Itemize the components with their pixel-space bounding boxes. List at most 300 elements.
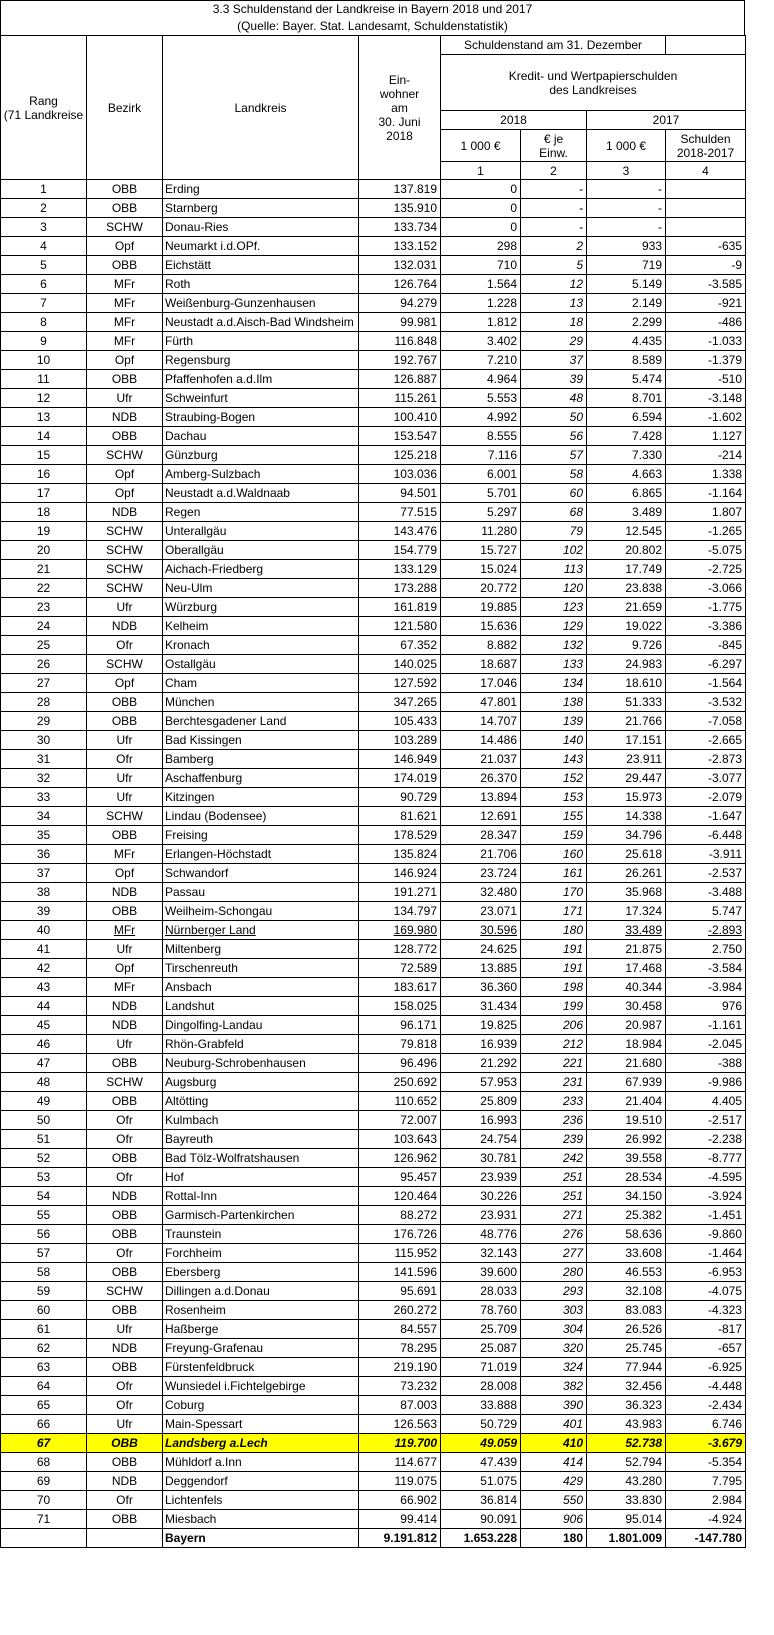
- cell-rank-text: 18: [36, 505, 51, 519]
- cell-landkreis-text: Berchtesgadener Land: [165, 714, 287, 728]
- cell-landkreis: [163, 408, 359, 427]
- cell-je-einw-text: 277: [562, 1246, 583, 1260]
- cell-diff-text: -3.679: [707, 1436, 743, 1450]
- cell-landkreis: [163, 370, 359, 389]
- table-row: [1, 769, 746, 788]
- cell-schulden-2017-text: 58.636: [625, 1227, 663, 1241]
- cell-bezirk-text: Ofr: [116, 752, 133, 766]
- cell-landkreis-text: Neuburg-Schrobenhausen: [165, 1056, 306, 1070]
- cell-diff-text: -3.532: [707, 695, 743, 709]
- cell-einwohner: [359, 693, 441, 712]
- cell-landkreis-text: Rosenheim: [165, 1303, 226, 1317]
- cell-schulden-2018-text: 78.760: [480, 1303, 517, 1317]
- cell-bezirk: [87, 750, 163, 769]
- cell-je-einw-text: 152: [562, 771, 583, 785]
- cell-schulden-2017-text: 43.280: [625, 1474, 663, 1488]
- cell-je-einw: [521, 351, 587, 370]
- cell-diff-text: 2.750: [711, 942, 743, 956]
- cell-landkreis-text: Kelheim: [165, 619, 209, 633]
- table-row: [1, 1453, 746, 1472]
- cell-landkreis-text: Lichtenfels: [165, 1493, 223, 1507]
- cell-landkreis-text: Kulmbach: [165, 1113, 219, 1127]
- cell-schulden-2017-text: 32.456: [625, 1379, 663, 1393]
- cell-einwohner-text: 103.289: [393, 733, 437, 747]
- cell-landkreis: [163, 674, 359, 693]
- cell-schulden-2017-text: 20.802: [625, 543, 663, 557]
- cell-diff: [666, 788, 746, 807]
- cell-einwohner: [359, 579, 441, 598]
- cell-je-einw-text: 18: [569, 315, 583, 329]
- cell-rank: [1, 1472, 87, 1491]
- cell-bezirk-text: MFr: [113, 315, 136, 329]
- cell-je-einw: [521, 864, 587, 883]
- cell-bezirk-text: NDB: [111, 505, 138, 519]
- cell-landkreis-text: Tirschenreuth: [165, 961, 238, 975]
- cell-diff-text: -4.595: [707, 1170, 743, 1184]
- cell-einwohner: [359, 864, 441, 883]
- cell-je-einw: [521, 1320, 587, 1339]
- cell-bezirk-text: SCHW: [106, 562, 143, 576]
- cell-schulden-2017: [587, 313, 666, 332]
- total-label: Bayern: [163, 1529, 359, 1548]
- cell-bezirk-text: Opf: [114, 486, 135, 500]
- cell-schulden-2018-text: 21.706: [480, 847, 517, 861]
- cell-einwohner: [359, 769, 441, 788]
- cell-schulden-2017: [587, 1320, 666, 1339]
- cell-landkreis-text: Miltenberg: [165, 942, 222, 956]
- cell-diff-text: -1.564: [707, 676, 743, 690]
- header-unit-je-einw: [521, 130, 587, 162]
- cell-je-einw-text: 212: [562, 1037, 583, 1051]
- cell-schulden-2018: [441, 1206, 521, 1225]
- cell-bezirk: [87, 674, 163, 693]
- cell-rank: [1, 465, 87, 484]
- cell-diff: [666, 807, 746, 826]
- cell-rank: [1, 655, 87, 674]
- cell-rank-text: 37: [36, 866, 51, 880]
- cell-schulden-2018-text: 1.812: [486, 315, 517, 329]
- table-row: [1, 427, 746, 446]
- cell-schulden-2018-text: 25.809: [480, 1094, 517, 1108]
- cell-rank: [1, 788, 87, 807]
- cell-rank-text: 10: [36, 353, 51, 367]
- cell-landkreis: [163, 1282, 359, 1301]
- cell-schulden-2017-text: 4.435: [631, 334, 663, 348]
- cell-einwohner: [359, 332, 441, 351]
- cell-einwohner: [359, 1282, 441, 1301]
- cell-diff: [666, 978, 746, 997]
- cell-diff-text: -2.725: [707, 562, 743, 576]
- cell-schulden-2017: [587, 1130, 666, 1149]
- table-row: [1, 674, 746, 693]
- cell-landkreis-text: Günzburg: [165, 448, 218, 462]
- cell-diff-text: -3.911: [708, 847, 743, 861]
- cell-diff-text: -6.448: [707, 828, 743, 842]
- cell-je-einw-text: 161: [562, 866, 583, 880]
- table-row: [1, 484, 746, 503]
- cell-schulden-2017: [587, 1282, 666, 1301]
- cell-einwohner: [359, 541, 441, 560]
- cell-schulden-2018-text: 36.360: [480, 980, 517, 994]
- cell-je-einw-text: 68: [569, 505, 583, 519]
- cell-schulden-2017-text: 21.875: [625, 942, 663, 956]
- cell-bezirk: [87, 826, 163, 845]
- cell-diff-text: 1.127: [711, 429, 743, 443]
- cell-landkreis: [163, 940, 359, 959]
- cell-bezirk-text: NDB: [111, 410, 138, 424]
- cell-landkreis: [163, 446, 359, 465]
- table-row: [1, 1073, 746, 1092]
- cell-schulden-2017-text: 21.766: [625, 714, 663, 728]
- cell-schulden-2017-text: 933: [641, 239, 663, 253]
- cell-diff: [666, 1149, 746, 1168]
- cell-rank-text: 69: [36, 1474, 51, 1488]
- cell-schulden-2018: [441, 902, 521, 921]
- cell-schulden-2018-text: 23.939: [480, 1170, 517, 1184]
- cell-schulden-2017: [587, 1016, 666, 1035]
- cell-schulden-2018-text: 4.964: [486, 372, 517, 386]
- cell-diff: [666, 902, 746, 921]
- cell-bezirk: [87, 503, 163, 522]
- table-row: [1, 313, 746, 332]
- cell-schulden-2018-text: 5.297: [486, 505, 517, 519]
- cell-schulden-2018: [441, 199, 521, 218]
- cell-rank: [1, 1092, 87, 1111]
- cell-schulden-2017-text: 5.149: [631, 277, 663, 291]
- cell-einwohner: [359, 731, 441, 750]
- cell-diff-text: -1.379: [707, 353, 743, 367]
- cell-einwohner-text: 99.414: [400, 1512, 437, 1526]
- cell-je-einw-text: 129: [562, 619, 583, 633]
- cell-bezirk: [87, 1206, 163, 1225]
- header-landkreis: Landkreis: [163, 36, 359, 180]
- cell-einwohner-text: 154.779: [393, 543, 437, 557]
- cell-diff-text: -657: [717, 1341, 743, 1355]
- cell-je-einw: [521, 807, 587, 826]
- cell-bezirk-text: OBB: [111, 1455, 138, 1469]
- cell-schulden-2017: [587, 1206, 666, 1225]
- cell-schulden-2018: [441, 1434, 521, 1453]
- cell-je-einw: [521, 617, 587, 636]
- cell-diff-text: -1.775: [707, 600, 743, 614]
- cell-schulden-2018: [441, 997, 521, 1016]
- cell-diff: [666, 294, 746, 313]
- cell-einwohner-text: 119.700: [394, 1436, 437, 1450]
- cell-diff-text: -2.537: [707, 866, 743, 880]
- table-row: [1, 598, 746, 617]
- cell-bezirk-text: Ufr: [116, 771, 133, 785]
- cell-schulden-2018-text: 8.555: [486, 429, 517, 443]
- cell-schulden-2018: [441, 370, 521, 389]
- cell-schulden-2018-text: 31.434: [480, 999, 517, 1013]
- cell-schulden-2017-text: 40.344: [625, 980, 663, 994]
- cell-rank: [1, 731, 87, 750]
- cell-diff-text: -2.045: [707, 1037, 743, 1051]
- cell-schulden-2018: [441, 1016, 521, 1035]
- cell-rank-text: 20: [36, 543, 51, 557]
- cell-rank: [1, 294, 87, 313]
- header-colnum: 2: [521, 162, 587, 180]
- cell-einwohner-text: 174.019: [393, 771, 437, 785]
- cell-diff-text: -7.058: [707, 714, 743, 728]
- cell-landkreis-text: Fürstenfeldbruck: [165, 1360, 255, 1374]
- cell-schulden-2018-text: 32.143: [480, 1246, 517, 1260]
- cell-diff: [666, 883, 746, 902]
- cell-rank-text: 6: [40, 277, 47, 291]
- cell-diff: [666, 1358, 746, 1377]
- cell-je-einw: [521, 1073, 587, 1092]
- cell-bezirk: [87, 370, 163, 389]
- cell-schulden-2018: [441, 1453, 521, 1472]
- cell-bezirk-text: Opf: [114, 467, 135, 481]
- cell-landkreis-text: Deggendorf: [165, 1474, 228, 1488]
- cell-schulden-2017: [587, 579, 666, 598]
- cell-einwohner-text: 81.621: [400, 809, 437, 823]
- cell-rank: [1, 1415, 87, 1434]
- cell-je-einw: [521, 1453, 587, 1472]
- cell-diff-text: -4.323: [707, 1303, 743, 1317]
- cell-landkreis: [163, 1320, 359, 1339]
- header-unit-je-line: Einw.: [539, 145, 568, 160]
- cell-schulden-2018-text: 0: [510, 182, 517, 196]
- cell-bezirk: [87, 864, 163, 883]
- cell-diff: [666, 446, 746, 465]
- cell-rank-text: 30: [36, 733, 51, 747]
- cell-schulden-2017-text: -: [658, 220, 663, 234]
- cell-schulden-2018: [441, 484, 521, 503]
- cell-je-einw: [521, 427, 587, 446]
- cell-je-einw-text: 198: [562, 980, 583, 994]
- cell-je-einw-text: 906: [562, 1512, 583, 1526]
- cell-diff: [666, 1339, 746, 1358]
- cell-schulden-2017-text: 21.680: [625, 1056, 663, 1070]
- cell-rank-text: 64: [36, 1379, 51, 1393]
- cell-schulden-2017-text: -: [658, 182, 663, 196]
- cell-einwohner: [359, 1016, 441, 1035]
- cell-rank-text: 52: [36, 1151, 51, 1165]
- cell-schulden-2017: [587, 1358, 666, 1377]
- cell-landkreis-text: Bad Tölz-Wolfratshausen: [165, 1151, 300, 1165]
- cell-schulden-2018-text: 15.636: [480, 619, 517, 633]
- cell-landkreis: [163, 313, 359, 332]
- header-einwohner-line: Ein-: [388, 72, 411, 87]
- cell-schulden-2018-text: 4.992: [486, 410, 517, 424]
- cell-landkreis-text: Passau: [165, 885, 206, 899]
- cell-einwohner: [359, 1168, 441, 1187]
- cell-landkreis-text: Erlangen-Höchstadt: [165, 847, 272, 861]
- cell-landkreis-text: Freising: [165, 828, 208, 842]
- cell-schulden-2018: [441, 617, 521, 636]
- cell-einwohner-text: 183.617: [393, 980, 437, 994]
- cell-einwohner: [359, 788, 441, 807]
- cell-schulden-2018-text: 90.091: [480, 1512, 517, 1526]
- cell-je-einw: [521, 940, 587, 959]
- cell-schulden-2017-text: 77.944: [625, 1360, 663, 1374]
- cell-einwohner: [359, 313, 441, 332]
- cell-diff: [666, 1206, 746, 1225]
- cell-einwohner: [359, 180, 441, 199]
- cell-einwohner: [359, 845, 441, 864]
- cell-schulden-2017-text: 17.749: [625, 562, 663, 576]
- cell-rank-text: 23: [36, 600, 51, 614]
- cell-landkreis-text: Freyung-Grafenau: [165, 1341, 264, 1355]
- cell-schulden-2018: [441, 427, 521, 446]
- cell-bezirk-text: OBB: [111, 1056, 138, 1070]
- cell-schulden-2017: [587, 351, 666, 370]
- cell-rank-text: 59: [36, 1284, 51, 1298]
- cell-bezirk: [87, 427, 163, 446]
- cell-schulden-2018-text: 28.033: [480, 1284, 517, 1298]
- cell-schulden-2017-text: 14.338: [625, 809, 663, 823]
- cell-landkreis-text: Erding: [165, 182, 200, 196]
- cell-einwohner-text: 126.962: [393, 1151, 437, 1165]
- cell-bezirk-text: SCHW: [106, 524, 143, 538]
- cell-einwohner: [359, 199, 441, 218]
- cell-je-einw: [521, 370, 587, 389]
- cell-einwohner-text: 125.218: [393, 448, 437, 462]
- cell-diff-text: 976: [721, 999, 743, 1013]
- cell-diff: [666, 693, 746, 712]
- cell-rank: [1, 1396, 87, 1415]
- cell-schulden-2018: [441, 313, 521, 332]
- cell-je-einw-text: 13: [569, 296, 583, 310]
- cell-einwohner-text: 141.596: [393, 1265, 437, 1279]
- cell-bezirk-text: MFr: [113, 847, 136, 861]
- cell-schulden-2018-text: 47.439: [480, 1455, 517, 1469]
- cell-rank: [1, 598, 87, 617]
- cell-rank-text: 56: [36, 1227, 51, 1241]
- cell-landkreis-text: Neustadt a.d.Aisch-Bad Windsheim: [165, 315, 354, 329]
- cell-einwohner-text: 95.691: [400, 1284, 437, 1298]
- cell-schulden-2018: [441, 1130, 521, 1149]
- cell-diff: [666, 864, 746, 883]
- cell-einwohner-text: 90.729: [400, 790, 437, 804]
- cell-diff: [666, 560, 746, 579]
- cell-rank-text: 1: [40, 182, 47, 196]
- cell-diff: [666, 1434, 746, 1453]
- cell-bezirk: [87, 1149, 163, 1168]
- cell-schulden-2018: [441, 1149, 521, 1168]
- cell-bezirk: [87, 997, 163, 1016]
- cell-diff: [666, 636, 746, 655]
- total-row: [1, 1529, 746, 1548]
- cell-diff-text: -2.238: [707, 1132, 743, 1146]
- cell-rank-text: 60: [36, 1303, 51, 1317]
- cell-schulden-2018-text: 0: [510, 201, 517, 215]
- cell-diff: [666, 826, 746, 845]
- cell-rank-text: 65: [36, 1398, 51, 1412]
- cell-bezirk: [87, 389, 163, 408]
- cell-diff-text: 1.338: [711, 467, 743, 481]
- cell-landkreis-text: Main-Spessart: [165, 1417, 243, 1431]
- cell-schulden-2017-text: 43.983: [625, 1417, 663, 1431]
- cell-je-einw-text: 401: [562, 1417, 583, 1431]
- cell-schulden-2017: [587, 902, 666, 921]
- cell-rank: [1, 1130, 87, 1149]
- cell-bezirk: [87, 1301, 163, 1320]
- cell-je-einw: [521, 1472, 587, 1491]
- cell-landkreis-text: Starnberg: [165, 201, 218, 215]
- cell-bezirk: [87, 1187, 163, 1206]
- cell-schulden-2018: [441, 978, 521, 997]
- cell-schulden-2018-text: 20.772: [480, 581, 517, 595]
- cell-einwohner: [359, 275, 441, 294]
- cell-einwohner-text: 347.265: [393, 695, 437, 709]
- cell-schulden-2017: [587, 1073, 666, 1092]
- cell-bezirk: [87, 1073, 163, 1092]
- cell-rank-text: 44: [36, 999, 51, 1013]
- cell-diff-text: -3.077: [707, 771, 743, 785]
- cell-rank: [1, 807, 87, 826]
- cell-diff-text: -4.924: [707, 1512, 743, 1526]
- cell-einwohner-text: 153.547: [393, 429, 437, 443]
- cell-diff: [666, 1377, 746, 1396]
- table-row: [1, 997, 746, 1016]
- cell-einwohner: [359, 1263, 441, 1282]
- cell-schulden-2017-text: 23.838: [625, 581, 663, 595]
- cell-schulden-2018-text: 3.402: [486, 334, 517, 348]
- cell-bezirk: [87, 256, 163, 275]
- cell-rank: [1, 1301, 87, 1320]
- cell-einwohner: [359, 997, 441, 1016]
- cell-einwohner: [359, 1396, 441, 1415]
- cell-einwohner: [359, 1206, 441, 1225]
- cell-schulden-2018: [441, 1377, 521, 1396]
- cell-einwohner-text: 133.129: [393, 562, 437, 576]
- cell-je-einw: [521, 503, 587, 522]
- cell-rank: [1, 997, 87, 1016]
- cell-rank: [1, 750, 87, 769]
- cell-landkreis: [163, 1510, 359, 1529]
- cell-schulden-2018-text: 28.008: [480, 1379, 517, 1393]
- header-colnum: 4: [666, 162, 746, 180]
- cell-diff: [666, 199, 746, 218]
- cell-diff: [666, 1263, 746, 1282]
- cell-schulden-2018-text: 1.228: [486, 296, 517, 310]
- cell-je-einw-text: 221: [562, 1056, 583, 1070]
- cell-bezirk-text: Ufr: [116, 1037, 133, 1051]
- cell-einwohner: [359, 1434, 441, 1453]
- cell-rank-text: 2: [40, 201, 47, 215]
- cell-je-einw-text: 133: [562, 657, 583, 671]
- cell-schulden-2017-text: 7.428: [631, 429, 663, 443]
- cell-je-einw: [521, 408, 587, 427]
- cell-je-einw-text: 191: [562, 961, 583, 975]
- cell-einwohner: [359, 1415, 441, 1434]
- cell-schulden-2017-text: 34.796: [625, 828, 663, 842]
- cell-schulden-2017: [587, 560, 666, 579]
- cell-rank-text: 58: [36, 1265, 51, 1279]
- cell-je-einw-text: 410: [562, 1436, 583, 1450]
- cell-je-einw: [521, 1415, 587, 1434]
- cell-bezirk-text: OBB: [111, 1227, 138, 1241]
- cell-bezirk-text: OBB: [111, 1265, 138, 1279]
- cell-bezirk-text: SCHW: [106, 1075, 143, 1089]
- table-row: [1, 1358, 746, 1377]
- cell-landkreis-text: Ansbach: [165, 980, 212, 994]
- cell-landkreis-text: Bad Kissingen: [165, 733, 242, 747]
- cell-rank-text: 38: [36, 885, 51, 899]
- cell-je-einw-text: -: [579, 201, 583, 215]
- cell-landkreis: [163, 769, 359, 788]
- cell-landkreis: [163, 1130, 359, 1149]
- cell-einwohner-text: 105.433: [393, 714, 437, 728]
- cell-rank: [1, 959, 87, 978]
- cell-rank: [1, 617, 87, 636]
- cell-je-einw-text: 236: [562, 1113, 583, 1127]
- cell-diff: [666, 845, 746, 864]
- cell-rank: [1, 1510, 87, 1529]
